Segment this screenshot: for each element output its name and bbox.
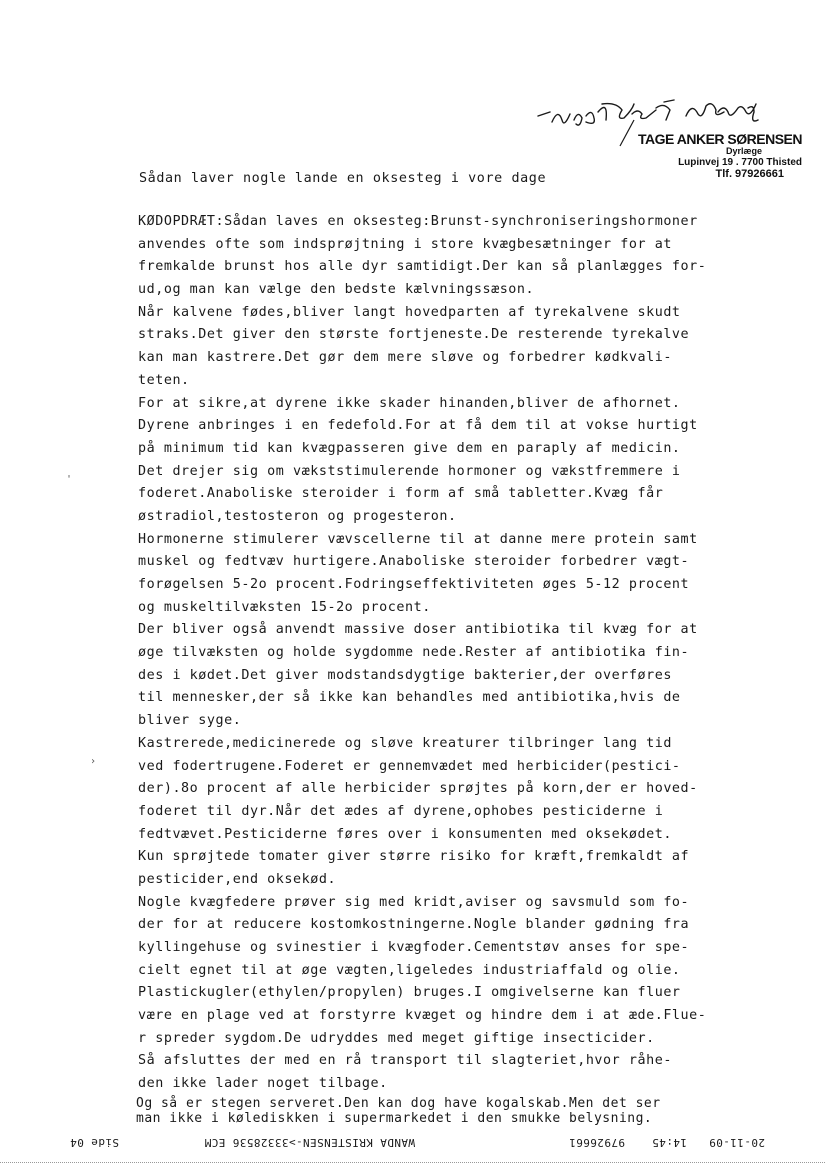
- fax-time: 14:45: [651, 1136, 687, 1149]
- stamp-name: TAGE ANKER SØRENSEN: [638, 131, 802, 147]
- stamp-title: Dyrlæge: [725, 146, 762, 157]
- body-line: østradiol,testosteron og progesteron.: [138, 508, 457, 524]
- body-line: KØDOPDRÆT:Sådan laves en oksesteg:Brunst-synchroniseringshormoner: [138, 214, 698, 229]
- body-line: For at sikre,at dyrene ikke skader hinanden,bliver de afhornet.: [138, 395, 681, 411]
- body-line: forøgelsen 5-2o procent.Fodringseffektiviteten øges 5-12 procent: [138, 577, 690, 592]
- body-line: Når kalvene fødes,bliver langt hovedparten af tyrekalvene skudt: [138, 304, 681, 320]
- body-line: bliver syge.: [138, 713, 242, 729]
- body-line: des i kødet.Det giver modstandsdygtige bakterier,der overføres: [138, 667, 672, 683]
- body-line: ud,og man kan vælge den bedste kælvningssæson.: [138, 282, 535, 298]
- body-line: fedtvævet.Pesticiderne føres over i konsumenten med oksekødet.: [138, 826, 672, 842]
- body-line: Kun sprøjtede tomater giver større risiko for kræft,fremkaldt af: [138, 849, 690, 865]
- stamp-address: Lupinvej 19 . 7700 Thisted: [678, 157, 802, 169]
- fax-date: 20-11-09: [708, 1136, 765, 1149]
- closing-line: man ikke i kølediskken i supermarkedet i den smukke belysning.: [136, 1111, 653, 1126]
- body-line: Nogle kvægfedere prøver sig med kridt,aviser og savsmuld som fo-: [138, 894, 690, 910]
- body-line: teten.: [138, 372, 190, 388]
- body-line: til mennesker,der så ikke kan behandles med antibiotika,hvis de: [138, 690, 681, 706]
- body-line: Kastrerede,medicinerede og sløve kreaturer tilbringer lang tid: [138, 735, 672, 751]
- body-line: og muskeltilvæksten 15-2o procent.: [138, 599, 431, 615]
- body-line: fremkalde brunst hos alle dyr samtidigt.Der kan så planlægges for-: [138, 259, 707, 275]
- body-line: øge tilvæksten og holde sygdomme nede.Rester af antibiotika fin-: [138, 645, 690, 661]
- document-body: [138, 211, 758, 1096]
- body-line: pesticider,end oksekød.: [138, 871, 337, 887]
- body-line: Hormonerne stimulerer vævscellerne til at danne mere protein samt: [138, 531, 698, 547]
- closing-line: Og så er stegen serveret.Den kan dog have kogalskab.Men det ser: [136, 1096, 661, 1111]
- body-line: kyllingehuse og svinestier i kvægfoder.Cementstøv anses for spe-: [138, 940, 690, 955]
- signature-stamp-block: [536, 98, 806, 198]
- margin-mark: ': [66, 474, 73, 485]
- body-line: ved fodertrugene.Foderet er gennemvædet med herbicider(pestici-: [138, 758, 681, 774]
- body-line: kan man kastrere.Det gør dem mere sløve og forbedrer kødkvali-: [138, 350, 672, 366]
- body-line: Dyrene anbringes i en fedefold.For at få dem til at vokse hurtigt: [138, 418, 698, 434]
- body-line: der).8o procent af alle herbicider sprøjtes på korn,der er hoved-: [138, 781, 698, 797]
- scan-edge-dots: [0, 1162, 825, 1165]
- fax-sender: WANDA KRISTENSEN->33328536 ECM: [204, 1136, 415, 1149]
- body-line: Det drejer sig om vækststimulerende hormoner og vækstfremmere i: [138, 463, 681, 479]
- body-line: på minimum tid kan kvægpasseren give dem en paraply af medicin.: [138, 440, 681, 456]
- body-line: foderet til dyr.Når det ædes af dyrene,ophobes pesticiderne i: [138, 803, 664, 819]
- stamp-phone: Tlf. 97926661: [715, 168, 784, 181]
- body-line: muskel og fedtvæv hurtigere.Anaboliske steroider forbedrer vægt-: [138, 554, 690, 570]
- body-line: straks.Det giver den største fortjeneste.De resterende tyrekalve: [138, 327, 690, 343]
- margin-mark: ›: [90, 756, 97, 767]
- veterinarian-stamp: [602, 132, 802, 180]
- document-title: Sådan laver nogle lande en oksesteg i vore dage: [139, 171, 547, 186]
- body-line: foderet.Anaboliske steroider i form af små tabletter.Kvæg får: [138, 486, 664, 502]
- body-line: Der bliver også anvendt massive doser antibiotika til kvæg for at: [138, 622, 698, 638]
- fax-number: 97926661: [568, 1136, 625, 1149]
- body-line: den ikke lader noget tilbage.: [138, 1076, 388, 1092]
- body-line: r spreder sygdom.De udryddes med meget giftige insecticider.: [138, 1030, 655, 1046]
- body-line: Så afsluttes der med en rå transport til slagteriet,hvor råhe-: [138, 1053, 672, 1069]
- fax-transmission-header: [0, 1131, 825, 1155]
- body-line: der for at reducere kostomkostningerne.Nogle blander gødning fra: [138, 917, 690, 933]
- body-line: være en plage ved at forstyrre kvæget og hindre dem i at æde.Flue-: [138, 1008, 707, 1024]
- body-line: Plastickugler(ethylen/propylen) bruges.I omgivelserne kan fluer: [138, 985, 681, 1001]
- fax-page-number: Side 04: [69, 1136, 119, 1149]
- body-line: cielt egnet til at øge vægten,ligeledes industriaffald og olie.: [138, 962, 681, 978]
- body-line: anvendes ofte som indsprøjtning i store kvægbesætninger for at: [138, 236, 672, 252]
- closing-paragraph: [136, 1096, 776, 1126]
